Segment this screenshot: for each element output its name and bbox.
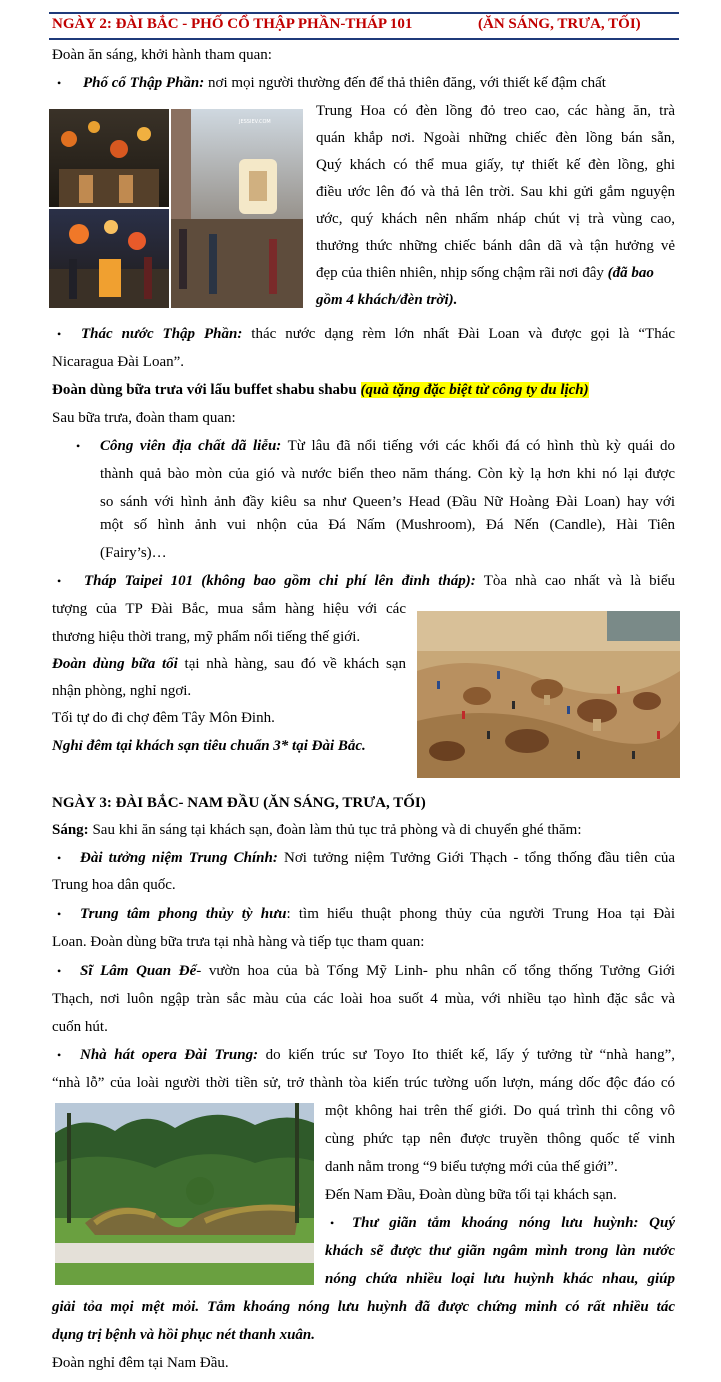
day2-dinner: Đoàn dùng bữa tối tại nhà hàng, sau đó về khách sạn <box>52 656 407 672</box>
day3-item3-line1: Sĩ Lâm Quan Để- vườn hoa của bà Tống Mỹ Linh- phu nhân cố tổng thống Tưởng Giới <box>80 963 675 979</box>
day2-item3-line5: (Fairy’s)… <box>100 545 167 561</box>
day2-item3-line1: Công viên địa chất dã liễu: Từ lâu đã nổi tiếng với các khối đá có hình thù kỳ quái do <box>100 438 675 454</box>
day3-item5-line1: Thư giãn tắm khoáng nóng lưu huỳnh: Quý <box>352 1215 675 1231</box>
day3-overnight: Đoàn nghỉ đêm tại Nam Đầu. <box>52 1355 229 1371</box>
day2-item4-line2: tượng của TP Đài Bắc, mua sắm hàng hiệu với các <box>52 601 406 617</box>
day2-item1-line0: Phố cổ Thập Phần: nơi mọi người thường đến để thả thiên đăng, với thiết kế đậm chất <box>83 75 606 91</box>
day2-item1-note: gồm 4 khách/đèn trời). <box>316 292 458 308</box>
day2-item4-line3: thương hiệu thời trang, mỹ phẩm nổi tiếng thế giới. <box>52 629 361 645</box>
day3-item3-line2: Thạch, nơi luôn ngập tràn sắc màu của các loài hoa suốt 4 mùa, với nhiều tạo hình đặc sắc và <box>52 991 675 1007</box>
bullet: • <box>76 439 81 453</box>
day3-item2-line1: Trung tâm phong thủy tỳ hưu: tìm hiểu thuật phong thủy của người Trung Hoa tại Đài <box>80 906 675 922</box>
day2-intro: Đoàn ăn sáng, khởi hành tham quan: <box>52 47 272 63</box>
day3-item4-line3: một không hai trên thế giới. Do quá trình thi công vô <box>325 1103 675 1119</box>
day2-item3-line3: so sánh với hình ảnh đầy kiêu sa như Queen’s Head (Đầu Nữ Hoàng Đài Loan) hay với <box>100 494 675 510</box>
day2-item4-line1: Tháp Taipei 101 (không bao gồm chi phí lên đỉnh tháp): Tòa nhà cao nhất và là biểu <box>84 573 676 589</box>
image-watermark: JESSIEV.COM <box>239 119 271 125</box>
day3-item5-line5: dụng trị bệnh và hồi phục nét thanh xuân. <box>52 1327 316 1343</box>
bullet: • <box>57 1048 62 1062</box>
day2-item1-line6: thưởng thức những chiếc bánh dân dã và tận hưởng vẻ <box>316 238 675 254</box>
day2-meals: (ĂN SÁNG, TRƯA, TỐI) <box>478 16 641 32</box>
day3-heading: NGÀY 3: ĐÀI BẮC- NAM ĐẦU (ĂN SÁNG, TRƯA, TỐI) <box>52 795 426 811</box>
day2-item1-line7: đẹp của thiên nhiên, nhịp sống chậm rãi nơi đây (đã bao <box>316 265 654 281</box>
day3-morning: Sáng: Sau khi ăn sáng tại khách sạn, đoàn làm thủ tục trả phòng và di chuyển ghé thăm: <box>52 822 582 838</box>
day2-item2-line2: Nicaragua Đài Loan”. <box>52 354 185 370</box>
bullet: • <box>57 851 62 865</box>
day3-item5-line4: giải tỏa mọi mệt mỏi. Tắm khoáng nóng lưu huỳnh đã được chứng minh có rất nhiều tác <box>52 1299 675 1315</box>
day2-item3-line2: thành quả bào mòn của gió và nước biển theo năm tháng. Còn kỳ lạ hơn khi nó lại được <box>100 466 675 482</box>
day3-item1-line2: Trung hoa dân quốc. <box>52 877 176 893</box>
day2-item1-line4: điều ước lên đó và thả lên trời. Sau khi gửi gắm nguyện <box>316 184 675 200</box>
day2-item1-line2: quán khắp nơi. Ngoài những chiếc đèn lồng bán sẵn, <box>316 130 675 146</box>
day3-item2-line2: Loan. Đoàn dùng bữa trưa tại nhà hàng và tiếp tục tham quan: <box>52 934 425 950</box>
day3-item4-line2: “nhà lỗ” của loài người thời tiền sử, trở thành tòa kiến trúc tường uốn lượn, máng dốc độc đáo có <box>52 1075 675 1091</box>
header-rule-bottom <box>49 38 679 40</box>
day3-item4-line5: danh nằm trong “9 biểu tượng mới của thế giới”. <box>325 1159 618 1175</box>
day2-item1-line3: Quý khách có thể mua giấy, tự thiết kế đèn lồng, ghi <box>316 157 675 173</box>
bullet: • <box>57 964 62 978</box>
day3-item1-line1: Đài tưởng niệm Trung Chính: Nơi tưởng niệm Tưởng Giới Thạch - tổng thống đầu tiên của <box>80 850 676 866</box>
day3-item5-line2: khách sẽ được thư giãn ngâm mình trong làn nước <box>325 1243 675 1259</box>
day2-after-lunch: Sau bữa trưa, đoàn tham quan: <box>52 410 236 426</box>
yehliu-geopark-photo <box>417 611 680 778</box>
day2-item3-line4: một số hình ảnh vui nhộn của Đá Nấm (Mushroom), Đá Nến (Candle), Hài Tiên <box>100 517 675 533</box>
day2-night-market: Tối tự do đi chợ đêm Tây Môn Đinh. <box>52 710 275 726</box>
day3-dinner: Đến Nam Đầu, Đoàn dùng bữa tối tại khách sạn. <box>325 1187 617 1203</box>
bullet: • <box>57 574 62 588</box>
shilin-garden-photo <box>55 1103 314 1285</box>
day2-item1-line1: Trung Hoa có đèn lồng đỏ treo cao, các hàng ăn, trà <box>316 103 675 119</box>
day3-item5-line3: nóng chứa nhiều loại lưu huỳnh khác nhau, giúp <box>325 1271 675 1287</box>
day2-lunch: Đoàn dùng bữa trưa với lẩu buffet shabu shabu (quà tặng đặc biệt từ công ty du lịch) <box>52 382 589 398</box>
day2-item1-line5: ước, quý khách nên nhấm nháp chút vị trà vùng cao, <box>316 211 675 227</box>
jiufen-lantern-collage <box>49 109 303 308</box>
day3-item4-line4: cùng phức tạp nên được truyền thông quốc tế vinh <box>325 1131 675 1147</box>
day2-heading: NGÀY 2: ĐÀI BẮC - PHỐ CỔ THẬP PHẦN-THÁP 101 <box>52 16 413 32</box>
day2-dinner-2: nhận phòng, nghỉ ngơi. <box>52 683 192 699</box>
bullet: • <box>57 327 62 341</box>
day2-overnight: Nghỉ đêm tại khách sạn tiêu chuẩn 3* tại Đài Bắc. <box>52 738 366 754</box>
bullet: • <box>330 1216 335 1230</box>
bullet: • <box>57 907 62 921</box>
header-rule-top <box>49 12 679 14</box>
day3-item3-line3: cuốn hút. <box>52 1019 108 1035</box>
day2-item2-line1: Thác nước Thập Phần: thác nước dạng rèm lớn nhất Đài Loan và được gọi là “Thác <box>81 326 676 342</box>
bullet: • <box>57 76 62 90</box>
day3-item4-line1: Nhà hát opera Đài Trung: do kiến trúc sư Toyo Ito thiết kế, lấy ý tưởng từ “nhà hang”, <box>80 1047 676 1063</box>
